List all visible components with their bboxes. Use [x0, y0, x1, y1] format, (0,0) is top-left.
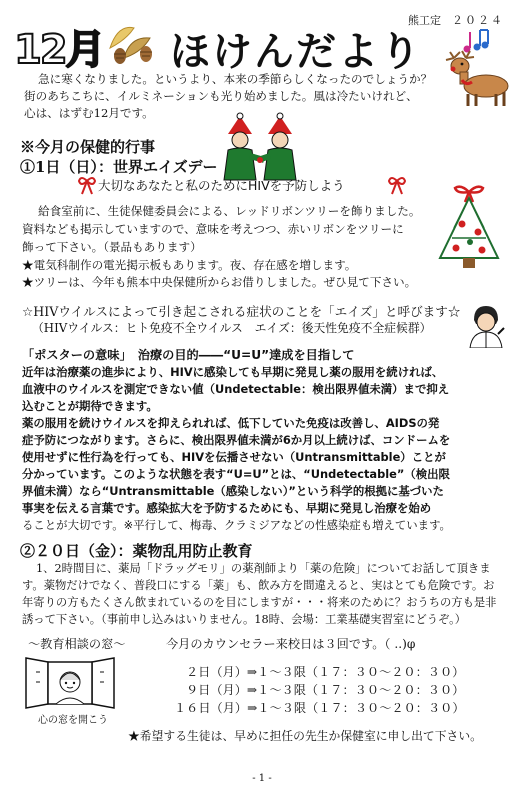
aids-definition-note: （HIVウイルス：ヒト免疫不全ウイルス エイズ：後天性免疫不全症候群） — [32, 321, 432, 335]
poster-line-1: 近年は治療薬の進歩により、HIVに感染しても早期に発見し薬の服用を続ければ、 — [22, 365, 444, 379]
drug-line-1: 1、2時間目に、薬局「ドラッグモリ」の薬剤師より「薬の危険」についてお話して頂きま — [36, 562, 491, 575]
schedule-row-1: ２日（月）⇒１～３限（１７：３０～２０：３０） — [186, 665, 465, 679]
poster-line-10: ることが大切です。※平行して、梅毒、クラミジアなどの性感染症も増えています。 — [22, 518, 451, 532]
aids-body-line-2: 資料なども掲示していますので、意味を考えつつ、赤いリボンをツリーに — [22, 222, 404, 236]
aids-body-line-5: ★ツリーは、今年も熊本中央保健所からお借りしました。ぜひ見て下さい。 — [22, 275, 417, 289]
drug-line-4: 誘って下さい。（事前申し込みはいりません。18時、会場：工業基礎実習室にどうぞ。） — [22, 613, 467, 626]
pinecone-icon — [104, 18, 160, 66]
aids-body-line-4: ★電気科制作の電光掲示板もあります。夜、存在感を増します。 — [22, 258, 357, 272]
reindeer-icon — [444, 50, 518, 108]
counsel-intro: 今月のカウンセラー来校日は３回です。（ ..)φ — [166, 637, 416, 651]
drug-line-3: 年寄りの方もたくさん飲まれているのを目にしますが・・・将来のために？おうちの方も是非 — [22, 596, 497, 609]
aids-tagline: 大切なあなたと私のためにHIVを予防しよう — [98, 178, 345, 193]
window-caption: 心の窓を開こう — [38, 715, 108, 726]
poster-heading: 「ポスターの意味」 治療の目的――“U=U”達成を目指して — [22, 348, 355, 362]
aids-day-heading: ①1日（日）：世界エイズデー — [20, 158, 218, 176]
school-label: 熊工定 ２０２４ — [408, 14, 504, 27]
month-label: 12月 — [14, 27, 104, 73]
schedule-row-3: １６日（月）⇒１～３限（１７：３０～２０：３０） — [174, 701, 465, 715]
poster-line-5: 症予防につながります。さらに、検出限界値未満が6か月以上続けば、コンドームを — [22, 433, 451, 447]
red-ribbon-icon — [388, 175, 406, 195]
nurse-icon — [464, 304, 508, 348]
page-number: - 1 - — [252, 773, 272, 784]
elves-illustration — [210, 112, 310, 184]
poster-line-2: 血液中のウイルスを測定できない値（Undetectable：検出限界値未満）まで抑え — [22, 382, 450, 396]
aids-definition: ☆HIVウイルスによって引き起こされる症状のことを「エイズ」と呼びます☆ — [22, 304, 461, 319]
poster-line-6: 使用せずに性行為を行っても、HIVを伝播させない（Untransmittable）ことが — [22, 450, 446, 464]
counsel-heading: ～教育相談の窓～ — [28, 637, 126, 651]
aids-body-line-3: 飾って下さい。（景品もあります） — [22, 240, 202, 254]
christmas-tree-icon — [432, 176, 506, 272]
intro-line-2: 街のあちこちに、イルミネーションも光り始めました。風は冷たいけれど、 — [24, 89, 418, 103]
poster-line-9: 事実を伝える言葉です。感染拡大を予防するためにも、早期に発見し治療を始め — [22, 501, 432, 515]
drug-line-2: す。薬物だけでなく、普段口にする「薬」も、飲み方を間違えると、実はとても危険です。お — [22, 579, 495, 592]
schedule-row-2: ９日（月）⇒１～３限（１７：３０～２０：３０） — [186, 683, 465, 697]
counsel-note: ★希望する生徒は、早めに担任の先生か保健室に申し出て下さい。 — [128, 729, 482, 743]
drug-day-heading: ②２０日（金）：薬物乱用防止教育 — [20, 542, 253, 560]
intro-line-1: 急に寒くなりました。というより、本来の季節らしくなったのでしょうか？ — [38, 72, 433, 86]
intro-line-3: 心は、はずむ12月です。 — [24, 106, 154, 120]
poster-line-4: 薬の服用を続けウイルスを抑えられれば、低下していた免疫は改善し、AIDSの発 — [22, 416, 440, 430]
aids-body-line-1: 給食室前に、生徒保健委員会による、レッドリボンツリーを飾りました。 — [38, 204, 421, 218]
events-heading: ※今月の保健的行事 — [20, 138, 156, 156]
poster-line-3: 込むことが期待できます。 — [22, 399, 158, 413]
red-ribbon-icon — [78, 175, 96, 195]
open-window-illustration — [22, 652, 118, 710]
poster-line-8: 界値未満）なら“Untransmittable（感染しない）”という科学的根拠に基づいた — [22, 484, 444, 498]
newsletter-title: ほけんだより — [170, 29, 422, 75]
poster-line-7: 分かっています。このような状態を表す“U=U”とは、“Undetectable”（検出限 — [22, 467, 450, 481]
